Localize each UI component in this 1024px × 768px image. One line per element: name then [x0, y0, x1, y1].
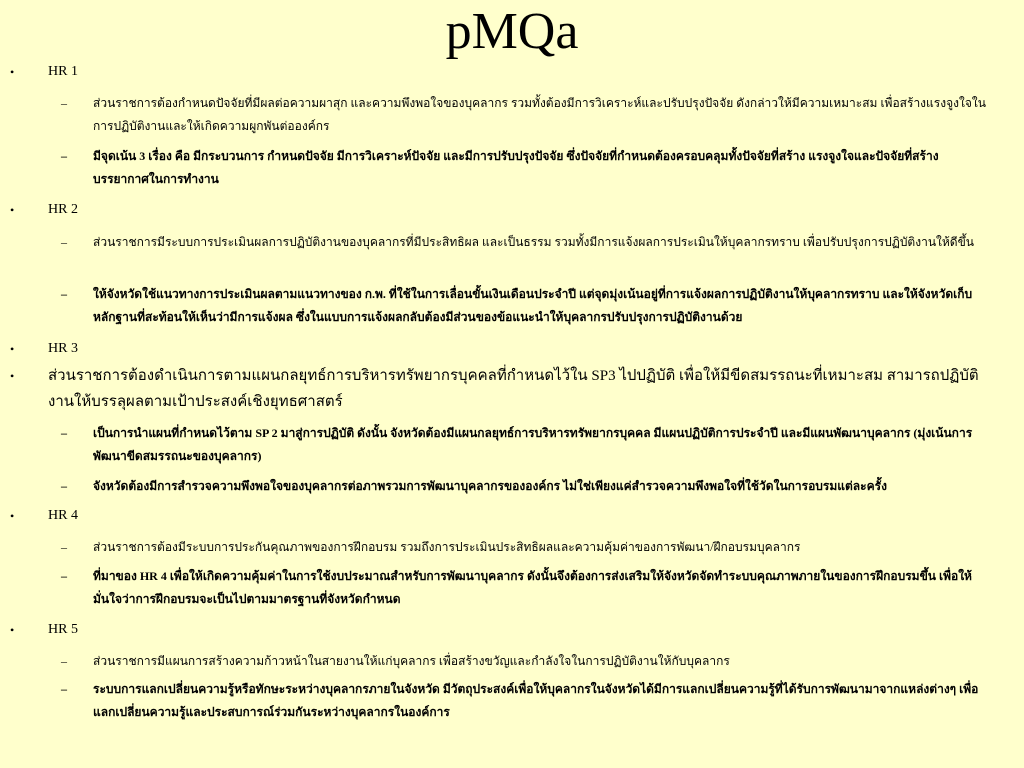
page-title: pMQa — [445, 3, 579, 60]
item-text: HR 3 — [48, 341, 78, 356]
list-item — [0, 231, 1024, 283]
dash-icon: – — [61, 149, 67, 163]
bullet-icon: • — [10, 65, 15, 79]
item-text: ส่วนราชการมีแผนการสร้างความก้าวหน้าในสายงานให้แก่บุคลากร เพื่อสร้างขวัญและกำลังใจในการปฏิบัติงานให้กับบุคลากร — [93, 654, 730, 668]
bullet-icon: • — [10, 342, 15, 356]
bullet-icon: • — [10, 369, 15, 383]
item-text: ให้จังหวัดใช้แนวทางการประเมินผลตามแนวทางของ ก.พ. ที่ใช้ในการเลื่อนขั้นเงินเดือนประจำปี แต่จุดมุ่งเน้นอยู่ที่การแจ้งผลการปฏิบัติงานให้บุคลากรทราบ และให้จังหวัดเก็บหลักฐานที่สะท้อนให้เห็นว่ามีการแจ้งผล ซึ่งในแบบการแจ้งผลกลับต้องมีส่วนของข้อแนะนำให้บุคลากรปรับปรุงการปฏิบัติงานด้วย — [93, 287, 973, 324]
item-text: HR 1 — [48, 64, 78, 79]
list-item — [0, 92, 1024, 145]
bullet-icon: • — [10, 623, 15, 637]
item-text: ส่วนราชการต้องดำเนินการตามแผนกลยุทธ์การบริหารทรัพยากรบุคคลที่กำหนดไว้ใน SP3 ไปปฏิบัติ เพื่อให้มีขีดสมรรถนะที่เหมาะสม สามารถปฏิบัติงานให้บรรลุผลตามเป้าประสงค์เชิงยุทธศาสตร์ — [48, 368, 979, 410]
item-text: HR 4 — [48, 508, 78, 523]
list-item — [0, 506, 1024, 536]
list-item — [0, 422, 1024, 475]
list-item — [0, 536, 1024, 565]
item-text: มีจุดเน้น 3 เรื่อง คือ มีกระบวนการ กำหนดปัจจัย มีการวิเคราะห์ปัจจัย และมีการปรับปรุงปัจจัย ซึ่งปัจจัยที่กำหนดต้องครอบคลุมทั้งปัจจัยที่สร้าง แรงจูงใจและปัจจัยที่สร้างบรรยากาศในการทำงาน — [93, 149, 939, 186]
dash-icon: – — [61, 96, 67, 110]
list-item — [0, 283, 1024, 339]
list-item — [0, 145, 1024, 200]
item-text: ส่วนราชการต้องมีระบบการประกันคุณภาพของการฝึกอบรม รวมถึงการประเมินประสิทธิผลและความคุ้มค่าของการพัฒนา/ฝึกอบรมบุคลากร — [93, 540, 801, 554]
list-item — [0, 620, 1024, 650]
item-text: ส่วนราชการต้องกำหนดปัจจัยที่มีผลต่อความผาสุก และความพึงพอใจของบุคลากร รวมทั้งต้องมีการวิเคราะห์และปรับปรุงปัจจัย ดังกล่าวให้มีความเหมาะสม เพื่อสร้างแรงจูงใจในการปฏิบัติงานและให้เกิดความผูกพันต่อองค์กร — [93, 96, 986, 133]
list-item — [0, 200, 1024, 231]
dash-icon: – — [61, 540, 67, 554]
item-text: เป็นการนำแผนที่กำหนดไว้ตาม SP 2 มาสู่การปฏิบัติ ดังนั้น จังหวัดต้องมีแผนกลยุทธ์การบริหารทรัพยากรบุคคล มีแผนปฏิบัติการประจำปี และมีแผนพัฒนาบุคลากร (มุ่งเน้นการพัฒนาขีดสมรรถนะของบุคลากร) — [93, 426, 973, 463]
bullet-icon: • — [10, 509, 15, 523]
bullet-icon: • — [10, 203, 15, 217]
dash-icon: – — [61, 426, 67, 440]
item-text: ที่มาของ HR 4 เพื่อให้เกิดความคุ้มค่าในการใช้งบประมาณสำหรับการพัฒนาบุคลากร ดังนั้นจึงต้องการส่งเสริมให้จังหวัดจัดทำระบบคุณภาพภายในของการฝึกอบรมขึ้น เพื่อให้มั่นใจว่าการฝึกอบรมจะเป็นไปตามมาตรฐานที่จังหวัดกำหนด — [93, 569, 972, 606]
list-item — [0, 339, 1024, 363]
item-text: HR 5 — [48, 622, 78, 637]
item-text: จังหวัดต้องมีการสำรวจความพึงพอใจของบุคลากรต่อภาพรวมการพัฒนาบุคลากรขององค์กร ไม่ใช่เพียงแค่สำรวจความพึงพอใจที่ใช้วัดในการอบรมแต่ละครั้ง — [93, 479, 887, 493]
list-item — [0, 363, 1024, 422]
list-item — [0, 650, 1024, 678]
item-text: ระบบการแลกเปลี่ยนความรู้หรือทักษะระหว่างบุคลากรภายในจังหวัด มีวัตถุประสงค์เพื่อให้บุคลากรในจังหวัดได้มีการแลกเปลี่ยนความรู้ที่ได้รับการพัฒนามาจากแหล่งต่างๆ เพื่อแลกเปลี่ยนความรู้และประสบการณ์ร่วมกันระหว่างบุคลากรในองค์การ — [93, 682, 979, 719]
dash-icon: – — [61, 654, 67, 668]
list-item — [0, 62, 1024, 92]
list-item — [0, 565, 1024, 620]
bullet-list — [0, 62, 1024, 728]
item-text: ส่วนราชการมีระบบการประเมินผลการปฏิบัติงานของบุคลากรที่มีประสิทธิผล และเป็นธรรม รวมทั้งมีการแจ้งผลการประเมินให้บุคลากรทราบ เพื่อปรับปรุงการปฏิบัติงานให้ดีขึ้น — [93, 235, 974, 249]
list-item — [0, 678, 1024, 728]
list-item — [0, 475, 1024, 506]
dash-icon: – — [61, 682, 67, 696]
item-text: HR 2 — [48, 202, 78, 217]
dash-icon: – — [61, 287, 67, 301]
dash-icon: – — [61, 569, 67, 583]
dash-icon: – — [61, 479, 67, 493]
dash-icon: – — [61, 235, 67, 249]
